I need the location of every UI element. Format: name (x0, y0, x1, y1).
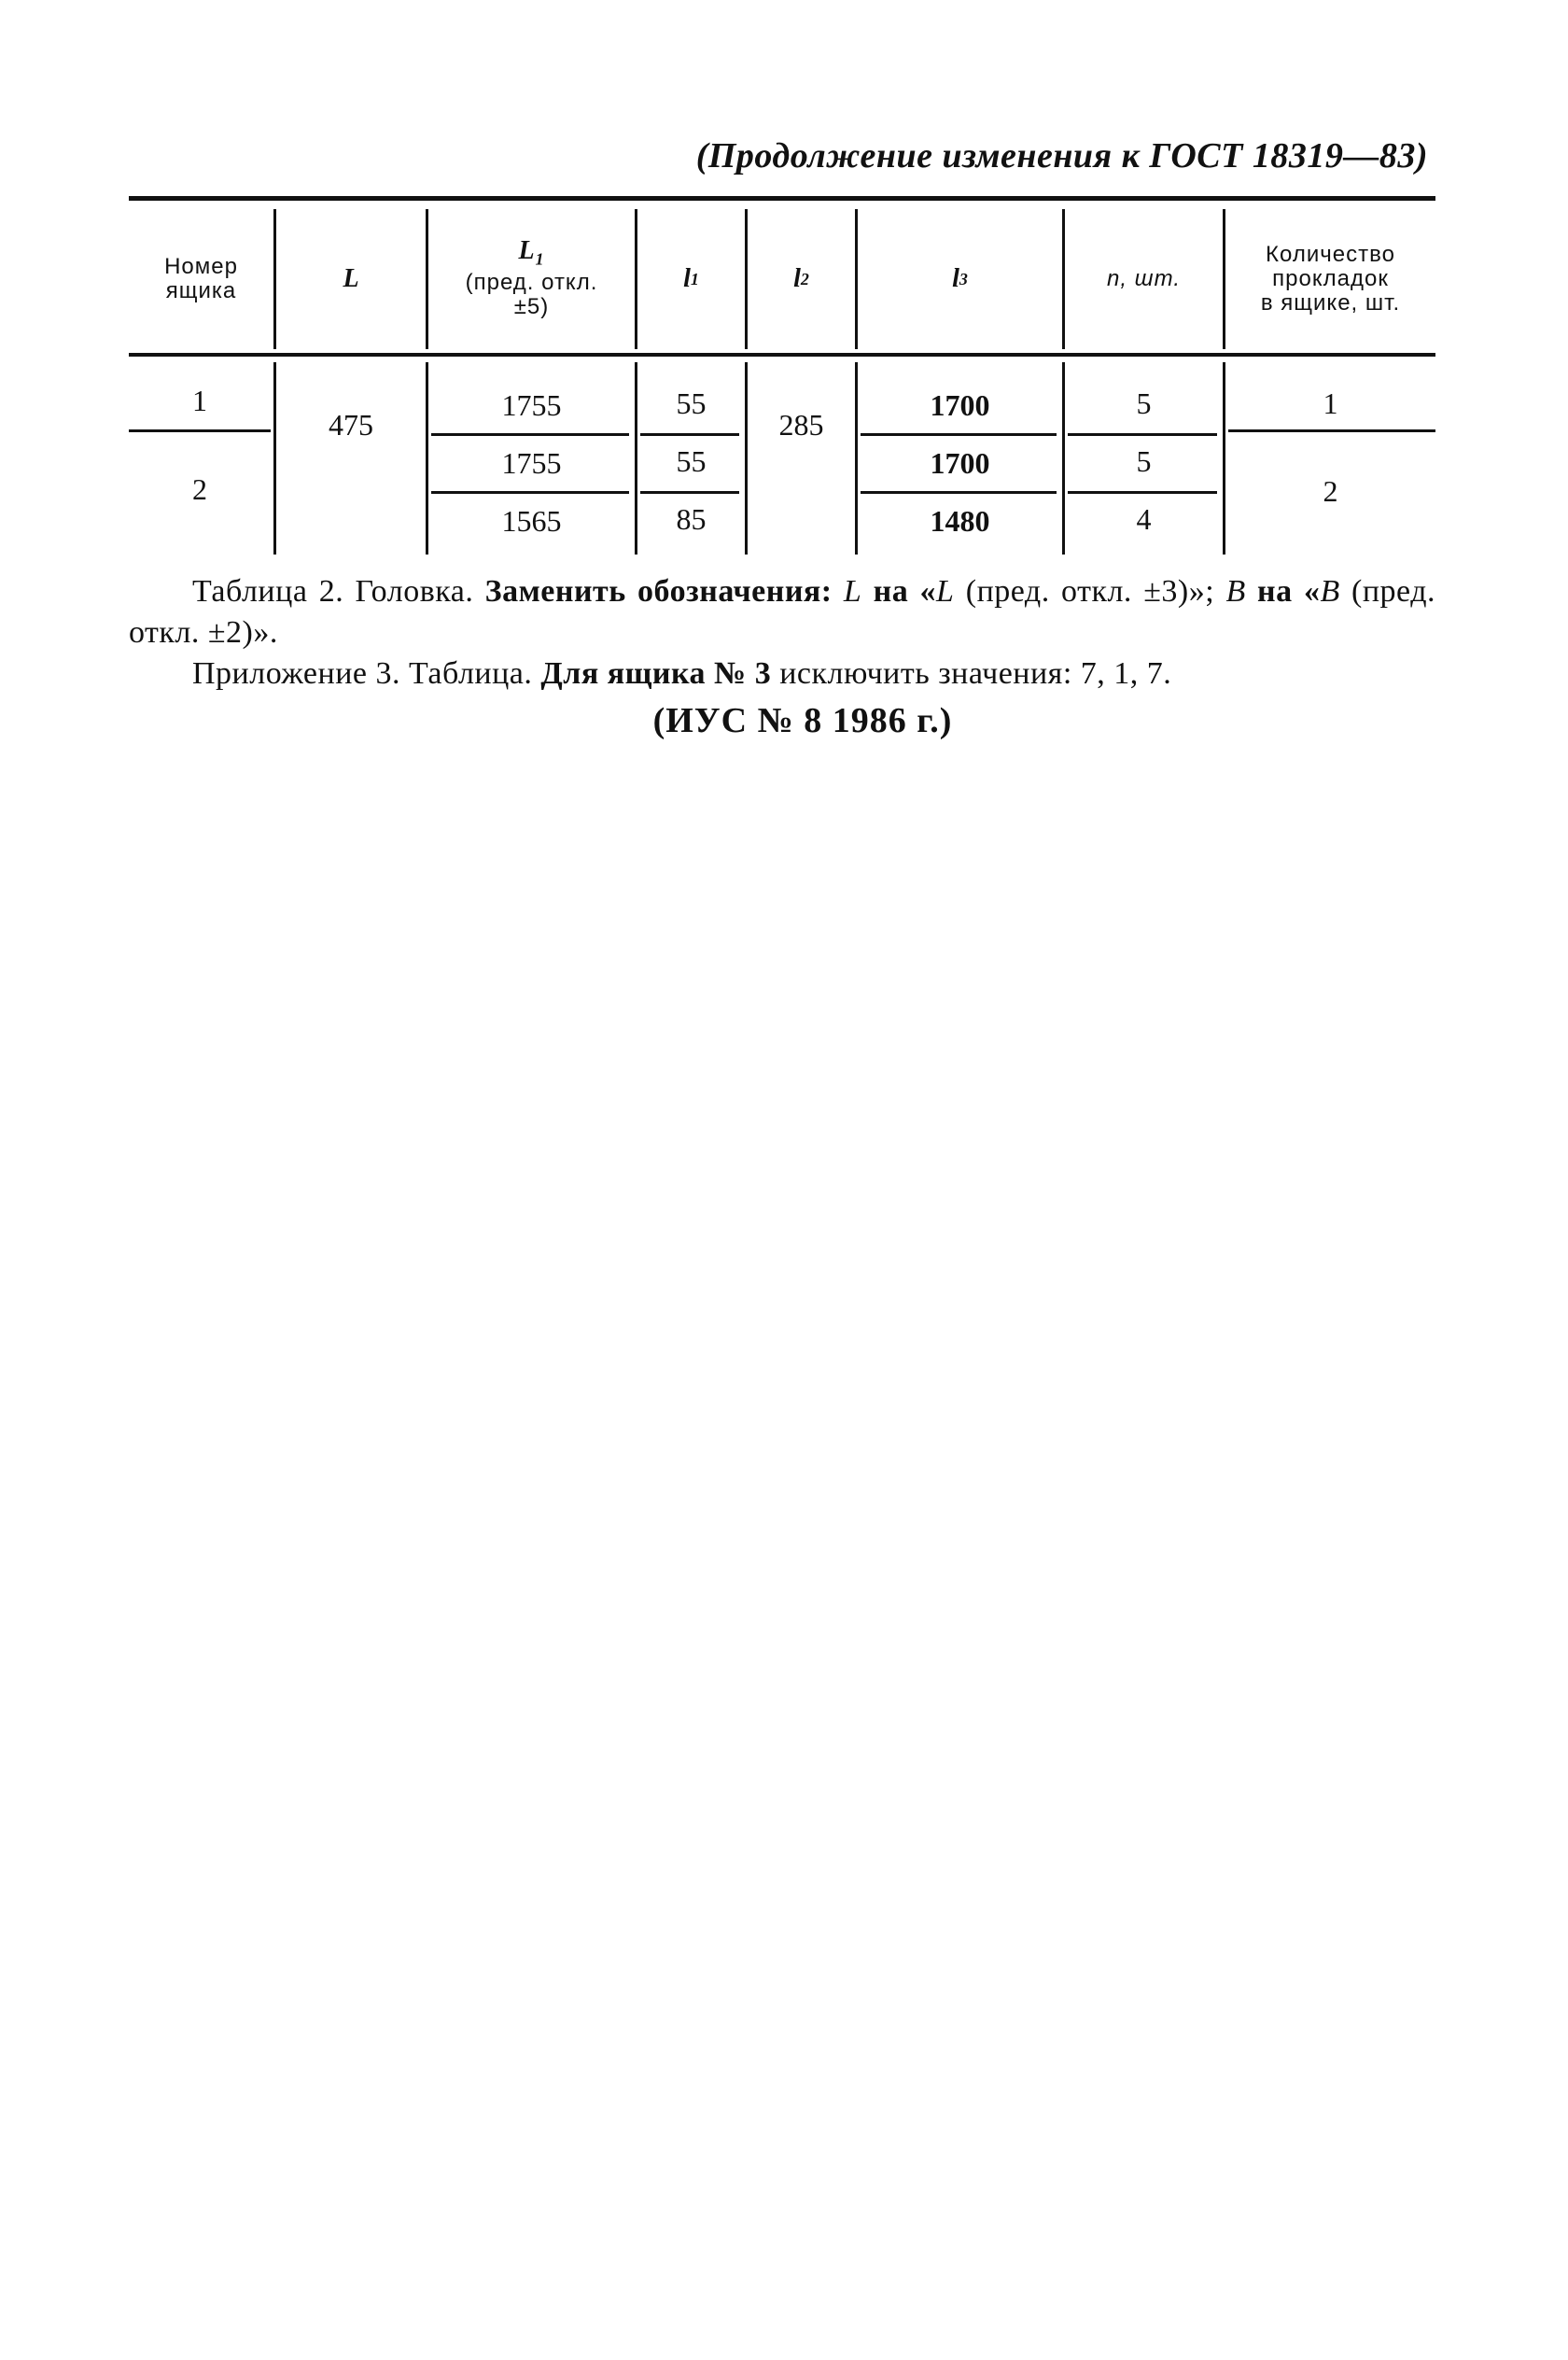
cell-l3-row1: 1700 (930, 387, 990, 422)
header-box-number (129, 209, 273, 349)
cell-l3-row2: 1700 (930, 445, 990, 480)
header-l3-subscript: 3 (959, 269, 968, 288)
table-header-rule (129, 353, 1435, 357)
header-box-number-line1: Номер (164, 254, 238, 279)
note-table-2 (129, 571, 1435, 653)
cell-l2: 285 (778, 407, 824, 442)
note-2-target: Для ящика № 3 (540, 656, 780, 691)
note-1-prefix: Таблица 2. Головка. (192, 574, 485, 609)
header-gaskets (1225, 209, 1435, 349)
note-1-to: на « (861, 574, 937, 609)
note-2-action: исключить значения: 7, 1, 7. (779, 656, 1172, 691)
header-gaskets-line2: прокладок (1272, 266, 1389, 291)
header-L1-symbol (518, 235, 545, 272)
header-l2 (748, 209, 855, 349)
cell-n-row2: 5 (1136, 443, 1152, 478)
cell-n-row1: 5 (1136, 386, 1152, 420)
cell-n-row3: 4 (1136, 501, 1152, 536)
table-top-rule (129, 196, 1435, 201)
row-divider (1228, 429, 1435, 432)
row-divider (431, 433, 629, 436)
note-appendix-3 (129, 653, 1435, 695)
header-l1-subscript: 1 (690, 269, 699, 288)
note-1-symbol: B (1320, 574, 1340, 609)
header-l1-letter: l (683, 264, 691, 293)
continuation-header: (Продолжение изменения к ГОСТ 18319—83) (695, 136, 1428, 176)
header-l3 (858, 209, 1062, 349)
header-box-number-line2: ящика (165, 278, 237, 303)
cell-L1-row2: 1755 (501, 445, 562, 480)
cell-box-2: 2 (192, 471, 207, 506)
header-L: L (343, 264, 359, 293)
cell-l3-row3: 1480 (930, 503, 990, 538)
header-L1-subscript: 1 (535, 249, 545, 269)
note-1-symbol: B (1225, 574, 1246, 609)
header-L1-letter: L (518, 235, 536, 265)
note-1-tolerance: (пред. откл. ±2)». (129, 574, 1435, 650)
note-1-tolerance: (пред. откл. ±3)»; (954, 574, 1226, 609)
header-n: n, шт. (1107, 266, 1181, 291)
header-L1-note-line1: (пред. откл. (465, 270, 598, 296)
note-2-prefix: Приложение 3. Таблица. (192, 656, 541, 691)
header-gaskets-line3: в ящике, шт. (1260, 290, 1401, 316)
note-1-symbol: L (843, 574, 862, 609)
cell-gaskets-box-2: 2 (1323, 473, 1338, 508)
row-divider (861, 433, 1057, 436)
note-1-to: на « (1245, 574, 1321, 609)
cell-L1-row3: 1565 (501, 503, 562, 538)
header-L1 (428, 209, 635, 349)
header-gaskets-line1: Количество (1266, 242, 1395, 267)
cell-l1-row1: 55 (676, 386, 707, 420)
ius-reference: (ИУС № 8 1986 г.) (652, 701, 953, 740)
dimensions-table (129, 196, 1435, 560)
cell-box-1: 1 (192, 383, 207, 417)
header-l3-letter: l (952, 264, 959, 293)
row-divider (129, 429, 271, 432)
header-l2-subscript: 2 (800, 269, 809, 288)
header-L1-note-line2: ±5) (513, 294, 550, 320)
cell-L1-row1: 1755 (501, 387, 562, 422)
cell-l1-row3: 85 (676, 501, 707, 536)
note-1-symbol: L (936, 574, 955, 609)
header-l2-letter: l (793, 264, 801, 293)
note-1-action: Заменить обозначения: (484, 574, 844, 609)
cell-gaskets-box-1: 1 (1323, 386, 1338, 420)
row-divider (861, 491, 1057, 494)
header-l1 (637, 209, 745, 349)
row-divider (431, 491, 629, 494)
cell-L: 475 (329, 407, 373, 442)
cell-l1-row2: 55 (676, 443, 707, 478)
